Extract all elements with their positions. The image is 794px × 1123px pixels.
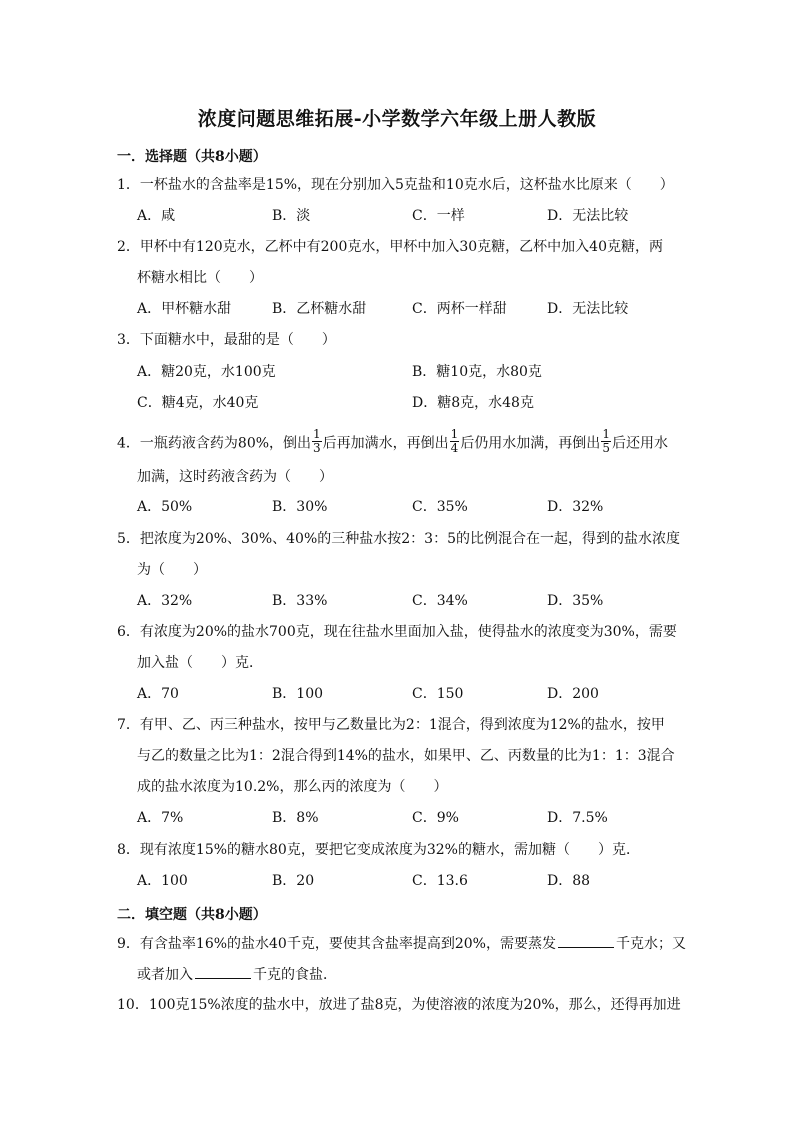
q5-option-b: B．33% [272,593,328,609]
q7-option-a: A．7% [137,810,184,826]
question-7: 7．有甲、乙、丙三种盐水，按甲与乙数量比为2：1混合，得到浓度为12%的盐水，按甲 [117,717,665,733]
answer-blank-2[interactable] [195,964,251,979]
page-title: 浓度问题思维拓展-小学数学六年级上册人教版 [197,108,597,130]
q1-option-c: C．一样 [412,208,465,224]
question-5: 5．把浓度为20%、30%、40%的三种盐水按2：3：5的比例混合在一起，得到的盐水浓度 [117,531,680,547]
q9-part-4: 千克的食盐． [253,967,337,983]
question-4-cont: 加满，这时药液含药为（ ） [137,469,333,485]
q1-option-a: A．咸 [137,208,176,224]
q4-part-4: 后还用水 [611,435,668,452]
q8-option-b: B．20 [272,873,315,889]
q9-part-2: 千克水；又 [615,936,686,952]
q1-option-d: D．无法比较 [547,208,629,224]
question-2: 2．甲杯中有120克水，乙杯中有200克水，甲杯中加入30克糖，乙杯中加入40克糖，两 [117,239,663,255]
question-5-cont: 为（ ） [137,562,207,578]
q7-option-b: B．8% [272,810,319,826]
question-7-cont-1: 与乙的数量之比为1：2混合得到14%的盐水，如果甲、乙、丙数量的比为1：1：3混合 [137,748,675,764]
q9-part-1: 9．有含盐率16%的盐水40千克，要使其含盐率提高到20%，需要蒸发 [117,936,556,952]
section-heading-choice: 一．选择题（共8小题） [117,149,267,165]
q4-option-c: C．35% [412,499,468,515]
question-7-cont-2: 成的盐水浓度为10.2%，那么丙的浓度为（ ） [137,779,448,795]
q7-option-c: C．9% [412,810,459,826]
q8-option-d: D．88 [547,873,591,889]
question-9 [117,933,686,954]
q6-option-a: A．70 [137,686,179,702]
question-1: 1．一杯盐水的含盐率是15%，现在分别加入5克盐和10克水后，这杯盐水比原来（ ） [117,177,674,193]
q4-part-1: 4．一瓶药液含药为80%，倒出 [117,435,312,452]
section-heading-fill: 二．填空题（共8小题） [117,907,267,923]
q4-part-2: 后再加满水，再倒出 [322,435,449,452]
q4-option-a: A．50% [137,499,193,515]
q4-option-b: B．30% [272,499,328,515]
question-4 [117,427,668,457]
q5-option-c: C．34% [412,593,468,609]
fraction-one-third: $\frac{1}{3}$ [313,427,321,455]
q5-option-d: D．35% [547,593,604,609]
q4-option-d: D．32% [547,499,604,515]
question-9-cont [137,964,337,985]
q6-option-c: C．150 [412,686,464,702]
q5-option-a: A．32% [137,593,193,609]
q4-part-3: 后仍用水加满，再倒出 [460,435,601,452]
q3-option-c: C．糖4克，水40克 [137,395,259,411]
question-2-cont: 杯糖水相比（ ） [137,270,263,286]
q2-option-c: C．两杯一样甜 [412,301,507,317]
q7-option-d: D．7.5% [547,810,608,826]
q8-option-c: C．13.6 [412,873,468,889]
fraction-one-fifth: $\frac{1}{5}$ [602,427,610,455]
q2-option-b: B．乙杯糖水甜 [272,301,367,317]
fraction-one-fourth: $\frac{1}{4}$ [450,427,459,455]
q3-option-b: B．糖10克，水80克 [412,364,542,380]
q9-part-3: 或者加入 [137,967,193,983]
question-6: 6．有浓度为20%的盐水700克，现在往盐水里面加入盐，使得盐水的浓度变为30%，需要 [117,624,677,640]
q6-option-d: D．200 [547,686,599,702]
q8-option-a: A．100 [137,873,188,889]
q6-option-b: B．100 [272,686,324,702]
answer-blank-1[interactable] [558,933,614,948]
question-8: 8．现有浓度15%的糖水80克，要把它变成浓度为32%的糖水，需加糖（ ）克． [117,842,640,858]
q2-option-a: A．甲杯糖水甜 [137,301,232,317]
question-6-cont: 加入盐（ ）克． [137,655,263,671]
q2-option-d: D．无法比较 [547,301,629,317]
question-3: 3．下面糖水中，最甜的是（ ） [117,332,336,348]
question-10: 10．100克15%浓度的盐水中，放进了盐8克，为使溶液的浓度为20%，那么，还得再加进 [117,997,681,1013]
q1-option-b: B．淡 [272,208,311,224]
q3-option-a: A．糖20克，水100克 [137,364,276,380]
q3-option-d: D．糖8克，水48克 [412,395,534,411]
